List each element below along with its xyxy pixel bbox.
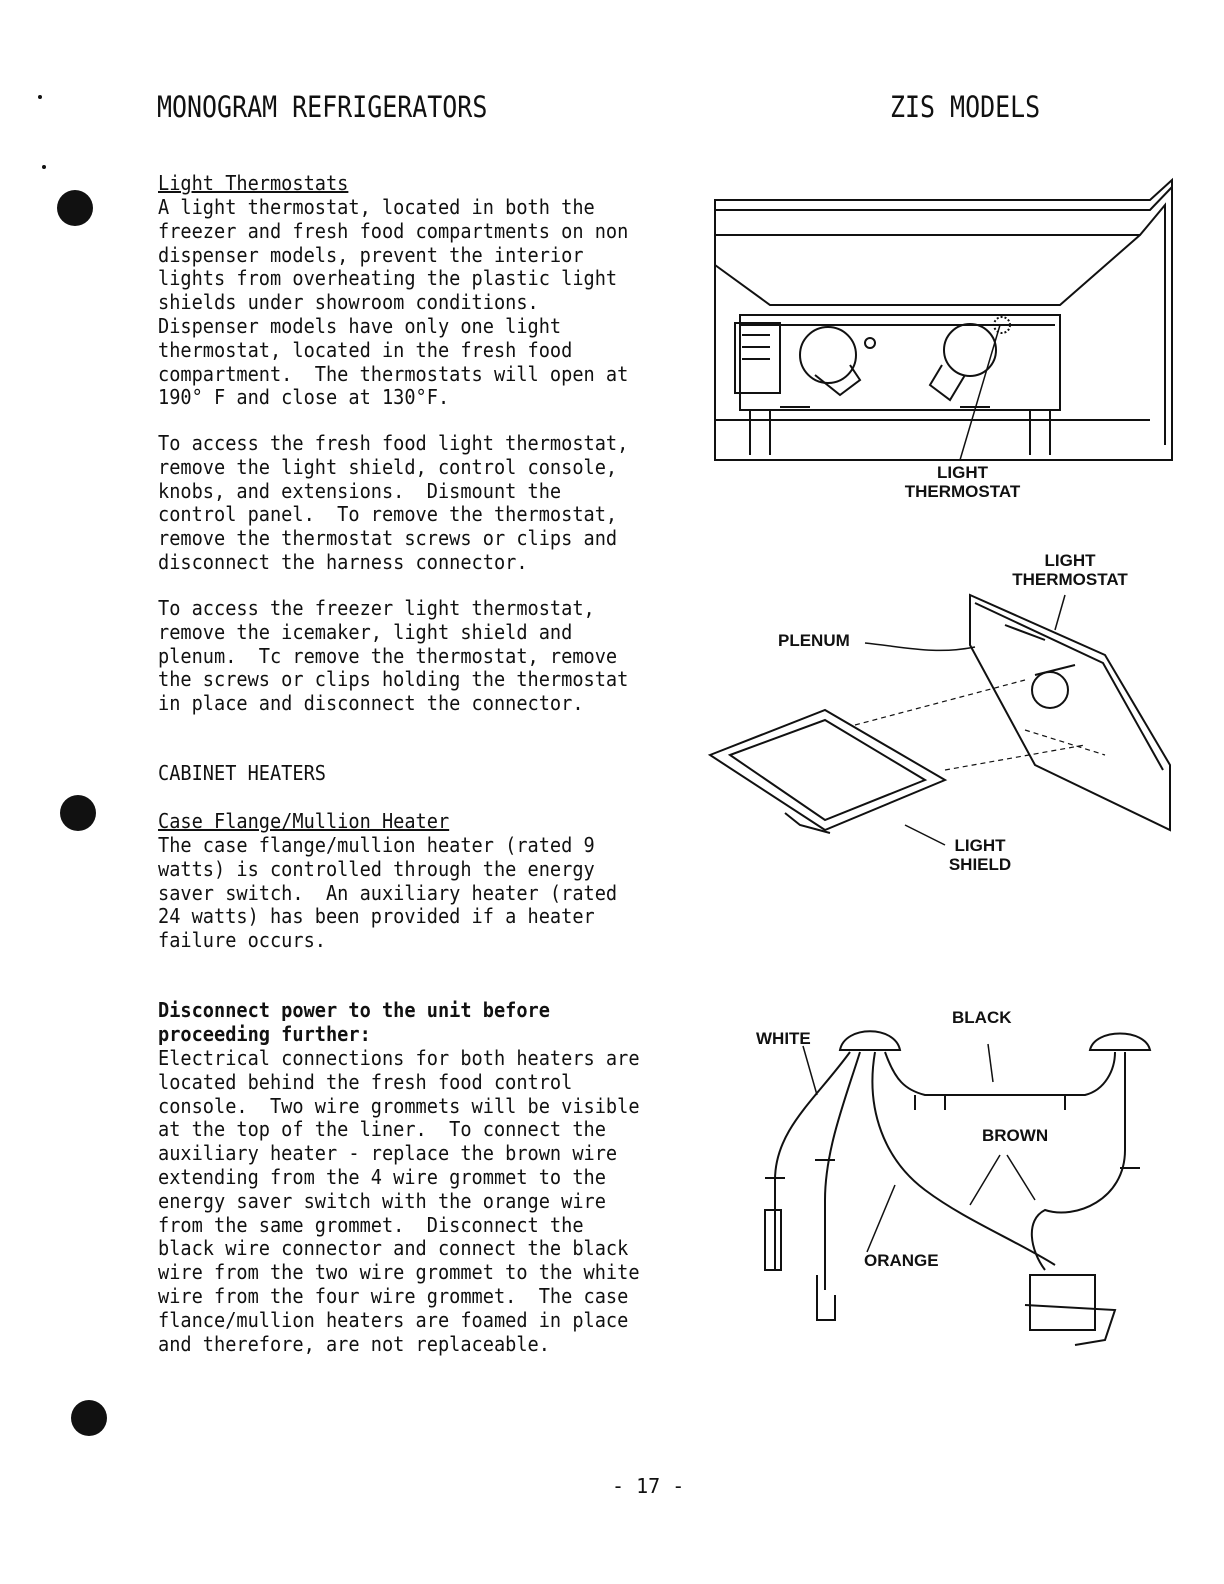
page-title: MONOGRAM REFRIGERATORS	[157, 90, 488, 124]
binder-hole	[60, 795, 96, 831]
paragraph: Electrical connections for both heaters are located behind the fresh food control console. Two wire grommets will be visible at the top of the liner. To connect the auxiliary heater - replace the brown wire extending from the 4 wire grommet to the energy saver switch with the orange wire from the same grommet. Disconnect the black wire connector and connect the black wire from the two wire grommet to the white wire from the four wire grommet. The case flance/mullion heaters are foamed in place and therefore, are not replaceable.	[158, 1046, 640, 1356]
heater-wiring-diagram	[755, 1020, 1165, 1355]
warning-text: Disconnect power to the unit before proceeding further:	[158, 998, 550, 1046]
wire-label-white: WHITE	[756, 1029, 811, 1048]
model-title: ZIS MODELS	[890, 90, 1041, 124]
figure-label-plenum: PLENUM	[778, 631, 850, 650]
section-title-cabinet-heaters: CABINET HEATERS	[158, 761, 326, 785]
binder-hole	[57, 190, 93, 226]
binder-hole	[71, 1400, 107, 1436]
section-heading-case-flange: Case Flange/Mullion Heater	[158, 809, 450, 833]
light-thermostat-diagram	[710, 175, 1180, 465]
figure-label-light-thermostat-2: LIGHT THERMOSTAT	[1012, 551, 1128, 589]
margin-mark	[38, 95, 42, 99]
section-heading-light-thermostats: Light Thermostats	[158, 171, 349, 195]
wire-label-black: BLACK	[952, 1008, 1012, 1027]
margin-mark	[42, 165, 46, 169]
figure-label-light-shield: LIGHT SHIELD	[948, 836, 1012, 874]
paragraph: To access the fresh food light thermostat, remove the light shield, control console, knobs, and extensions. Dismount the control panel. To remove the thermostat, remove the thermostat screws or clips and disconnect the harness connector.	[158, 431, 629, 574]
figure-label-light-thermostat: LIGHT THERMOSTAT	[904, 463, 1021, 501]
paragraph: To access the freezer light thermostat, remove the icemaker, light shield and plenum. Tc remove the thermostat, remove the screws or clips holding the thermostat in place and disconnect the connector.	[158, 596, 629, 716]
wire-label-orange: ORANGE	[864, 1251, 939, 1270]
page-number: - 17 -	[612, 1474, 685, 1498]
freezer-light-shield-diagram	[705, 585, 1180, 850]
paragraph: A light thermostat, located in both the freezer and fresh food compartments on non dispenser models, prevent the interior lights from overheating the plastic light shields under showroom conditions. Dispenser models have only one light thermostat, located in the fresh food compartment. The thermostats will open at 190° F and close at 130°F.	[158, 195, 629, 410]
paragraph: The case flange/mullion heater (rated 9 watts) is controlled through the energy saver switch. An auxiliary heater (rated 24 watts) has been provided if a heater failure occurs.	[158, 833, 618, 953]
wire-label-brown: BROWN	[982, 1126, 1049, 1145]
